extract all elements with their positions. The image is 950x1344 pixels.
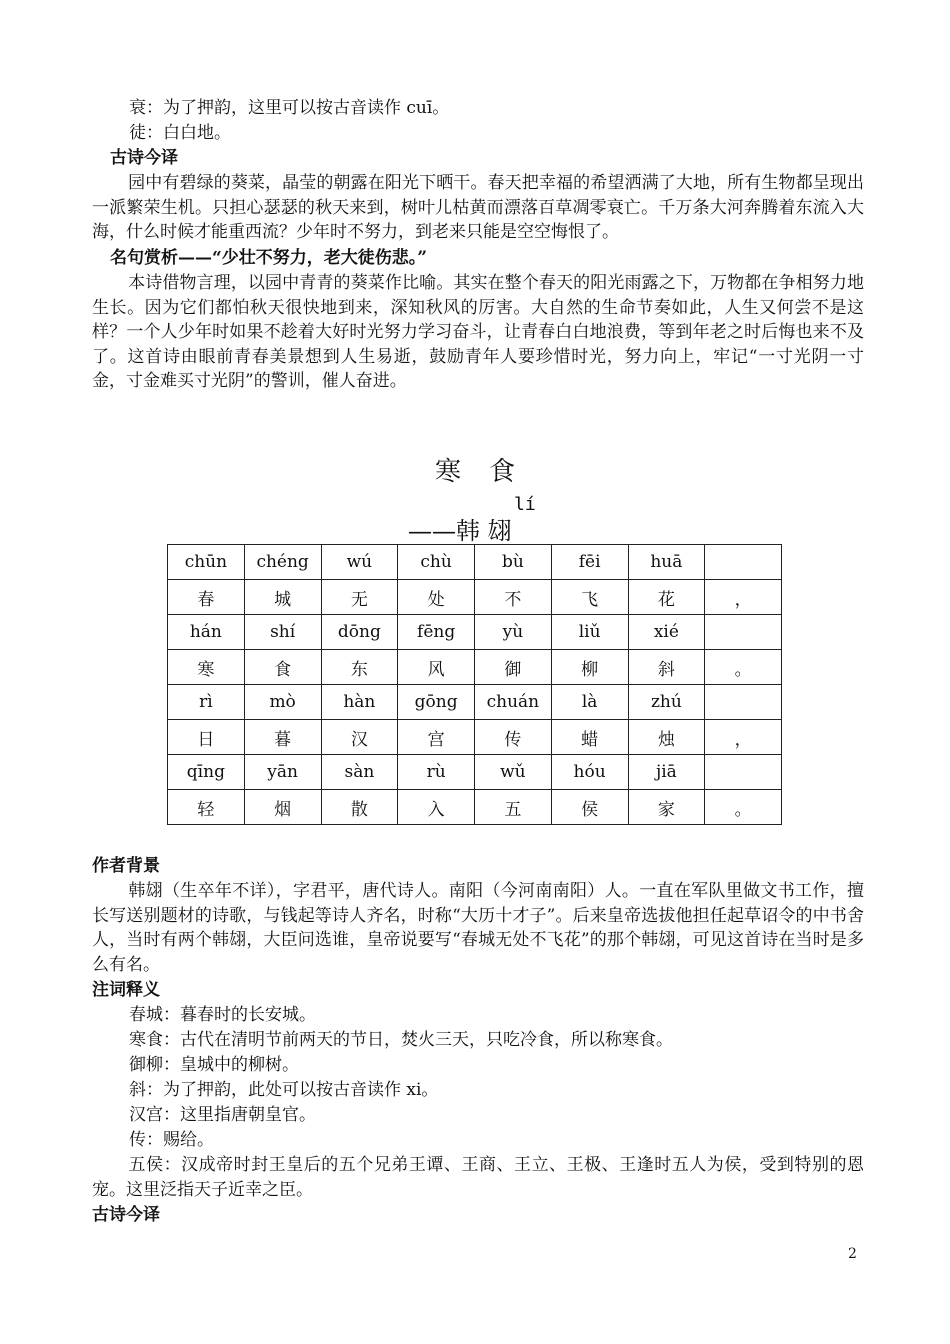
note-wuhou-paragraph	[92, 1153, 864, 1202]
character-cell: ，	[705, 580, 782, 615]
character-cell: 不	[475, 580, 552, 615]
pinyin-cell: zhú	[628, 685, 705, 720]
pinyin-cell: chūn	[168, 545, 245, 580]
pinyin-cell: shí	[244, 615, 321, 650]
pinyin-cell: mò	[244, 685, 321, 720]
character-cell: 斜	[628, 650, 705, 685]
pinyin-cell: gōng	[398, 685, 475, 720]
note-item: 传：赐给。	[129, 1130, 214, 1150]
pinyin-cell: là	[551, 685, 628, 720]
pinyin-row	[168, 755, 782, 790]
pinyin-cell: hán	[168, 615, 245, 650]
pinyin-cell: hàn	[321, 685, 398, 720]
pinyin-cell	[705, 615, 782, 650]
author-text: 韩翃（生卒年不详），字君平，唐代诗人。南阳（今河南南阳）人。一直在军队里做文书工作，擅长写送别题材的诗歌，与钱起等诗人齐名，时称“大历十才子”。后来皇帝选拔他担任起草诏令的中书舍人，当时有两个韩翃，大臣问选谁，皇帝说要写“春城无处不飞花”的那个韩翃，可见这首诗在当时是多么有名。	[92, 881, 864, 975]
note-item: 御柳：皇城中的柳树。	[129, 1055, 299, 1075]
pinyin-cell: yān	[244, 755, 321, 790]
note-item: 寒食：古代在清明节前两天的节日，焚火三天，只吃冷食，所以称寒食。	[129, 1030, 673, 1050]
pinyin-row	[168, 615, 782, 650]
author-paragraph	[92, 879, 864, 977]
pinyin-row	[168, 545, 782, 580]
pinyin-cell: xié	[628, 615, 705, 650]
character-cell: 五	[475, 790, 552, 825]
author-pinyin: lí	[514, 494, 536, 515]
character-cell: 烛	[628, 720, 705, 755]
pinyin-cell: rù	[398, 755, 475, 790]
pinyin-cell	[705, 755, 782, 790]
appreciation-heading: 名句赏析——“少壮不努力，老大徒伤悲。”	[110, 248, 428, 268]
pinyin-cell: yù	[475, 615, 552, 650]
character-cell: 汉	[321, 720, 398, 755]
pinyin-cell: chéng	[244, 545, 321, 580]
pinyin-cell: wú	[321, 545, 398, 580]
poem-title: 寒食	[434, 457, 543, 487]
character-cell: 春	[168, 580, 245, 615]
character-cell: 风	[398, 650, 475, 685]
pinyin-row	[168, 685, 782, 720]
bottom-translation-heading: 古诗今译	[92, 1205, 160, 1225]
note-item: 汉宫：这里指唐朝皇官。	[129, 1105, 316, 1125]
character-cell: 轻	[168, 790, 245, 825]
note-item: 斜：为了押韵，此处可以按古音读作 xi。	[129, 1080, 439, 1100]
character-cell: 传	[475, 720, 552, 755]
pinyin-cell: bù	[475, 545, 552, 580]
appreciation-paragraph	[92, 271, 864, 394]
pinyin-cell	[705, 685, 782, 720]
pinyin-cell: wǔ	[475, 755, 552, 790]
translation-text: 园中有碧绿的葵菜，晶莹的朝露在阳光下晒干。春天把幸福的希望洒满了大地，所有生物都呈现出一派繁荣生机。只担心瑟瑟的秋天来到，树叶儿枯黄而漂落百草凋零衰亡。千万条大河奔腾着东流入大海，什么时候才能重西流？少年时不努力，到老来只能是空空悔恨了。	[92, 173, 864, 243]
character-cell: 宫	[398, 720, 475, 755]
page-number: 2	[848, 1246, 857, 1262]
character-row	[168, 790, 782, 825]
character-row	[168, 720, 782, 755]
pinyin-cell: sàn	[321, 755, 398, 790]
character-cell: 烟	[244, 790, 321, 825]
character-cell: 家	[628, 790, 705, 825]
character-cell: 。	[705, 790, 782, 825]
character-cell: 御	[475, 650, 552, 685]
note-shuai: 衰：为了押韵，这里可以按古音读作 cuī。	[129, 98, 450, 118]
appreciation-text: 本诗借物言理，以园中青青的葵菜作比喻。其实在整个春天的阳光雨露之下，万物都在争相努力地生长。因为它们都怕秋天很快地到来，深知秋风的厉害。大自然的生命节奏如此，人生又何尝不是这样？一个人少年时如果不趁着大好时光努力学习奋斗，让青春白白地浪费，等到年老之时后悔也来不及了。这首诗由眼前青春美景想到人生易逝，鼓励青年人要珍惜时光，努力向上，牢记“一寸光阴一寸金，寸金难买寸光阴”的警训，催人奋进。	[92, 273, 864, 392]
character-row	[168, 580, 782, 615]
character-cell: 处	[398, 580, 475, 615]
character-cell: 侯	[551, 790, 628, 825]
character-cell: 无	[321, 580, 398, 615]
character-cell: ，	[705, 720, 782, 755]
pinyin-cell: chù	[398, 545, 475, 580]
pinyin-cell: huā	[628, 545, 705, 580]
pinyin-cell: fēng	[398, 615, 475, 650]
author-heading: 作者背景	[92, 856, 160, 876]
character-cell: 东	[321, 650, 398, 685]
pinyin-cell: qīng	[168, 755, 245, 790]
character-cell: 暮	[244, 720, 321, 755]
character-row	[168, 650, 782, 685]
pinyin-cell: liǔ	[551, 615, 628, 650]
pinyin-cell: dōng	[321, 615, 398, 650]
translation-heading: 古诗今译	[110, 148, 178, 168]
character-cell: 城	[244, 580, 321, 615]
character-cell: 散	[321, 790, 398, 825]
pinyin-cell: chuán	[475, 685, 552, 720]
pinyin-cell: rì	[168, 685, 245, 720]
character-cell: 花	[628, 580, 705, 615]
pinyin-cell: hóu	[551, 755, 628, 790]
pinyin-cell: jiā	[628, 755, 705, 790]
character-cell: 。	[705, 650, 782, 685]
poem-table	[167, 544, 782, 825]
character-cell: 柳	[551, 650, 628, 685]
note-wuhou-text: 五侯：汉成帝时封王皇后的五个兄弟王谭、王商、王立、王极、王逢时五人为侯，受到特别的恩宠。这里泛指天子近幸之臣。	[92, 1155, 864, 1200]
pinyin-cell: fēi	[551, 545, 628, 580]
notes-heading: 注词释义	[92, 980, 160, 1000]
character-cell: 食	[244, 650, 321, 685]
poem-author: ——韩 翃	[408, 517, 512, 545]
character-cell: 蜡	[551, 720, 628, 755]
character-cell: 寒	[168, 650, 245, 685]
character-cell: 飞	[551, 580, 628, 615]
note-item: 春城：暮春时的长安城。	[129, 1005, 316, 1025]
character-cell: 日	[168, 720, 245, 755]
translation-paragraph	[92, 171, 864, 245]
character-cell: 入	[398, 790, 475, 825]
pinyin-cell	[705, 545, 782, 580]
note-tu: 徒：白白地。	[129, 123, 231, 143]
